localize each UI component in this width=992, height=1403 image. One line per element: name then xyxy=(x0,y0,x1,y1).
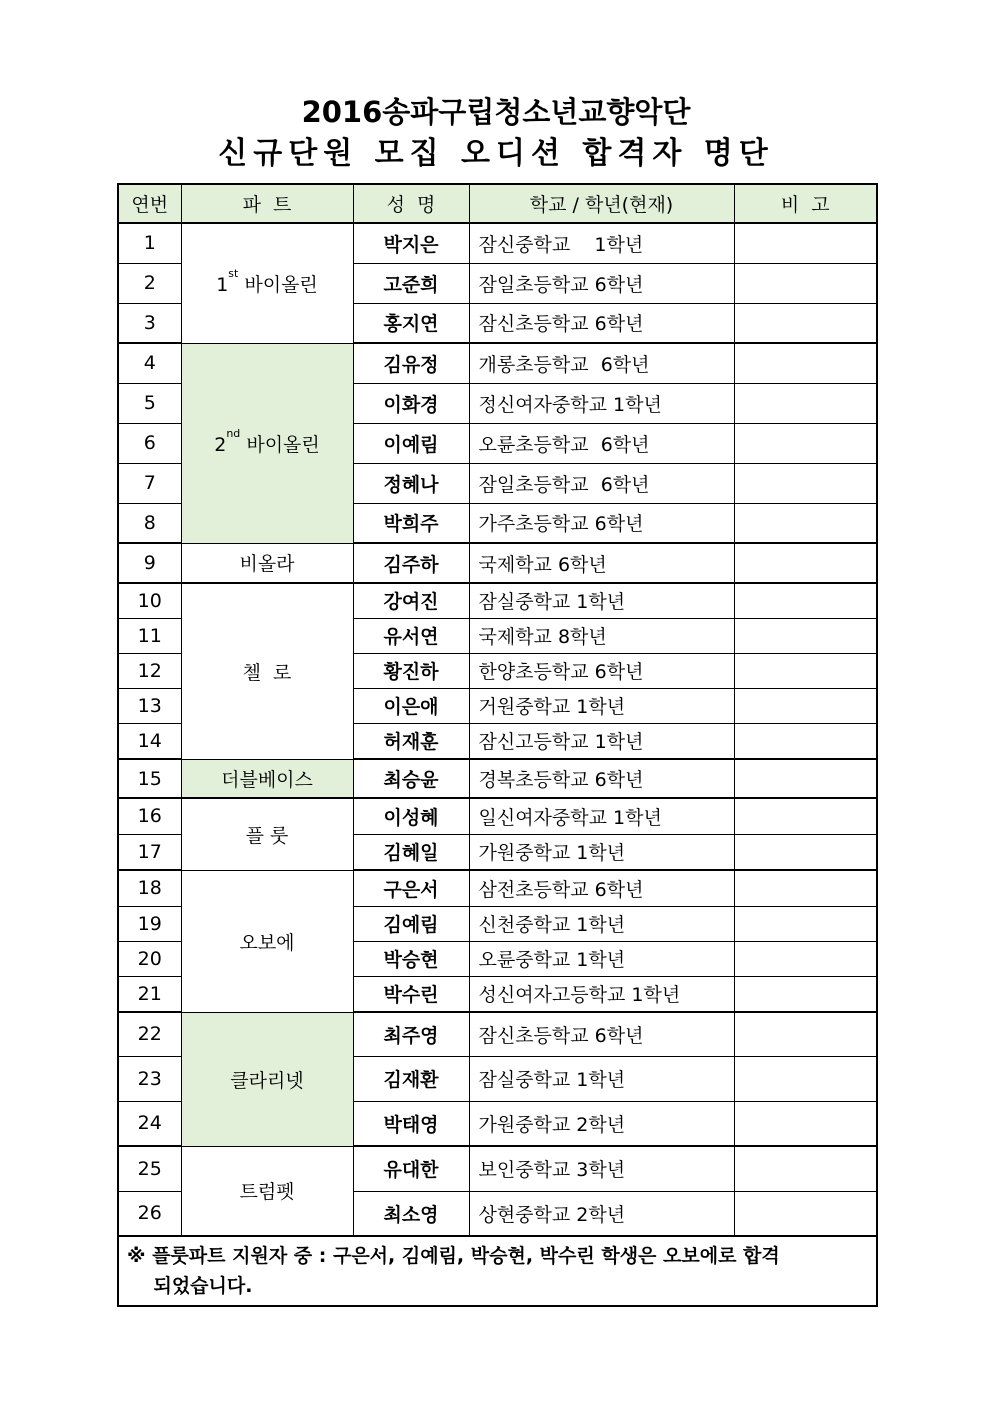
part-label: 바이올린 xyxy=(238,273,318,296)
row-number: 17 xyxy=(118,834,181,870)
student-name: 고준희 xyxy=(353,263,469,303)
school-grade: 잠실중학교 1학년 xyxy=(469,1056,734,1101)
remarks-cell xyxy=(734,1191,877,1236)
table-row xyxy=(118,343,877,383)
school-grade: 일신여자중학교 1학년 xyxy=(469,798,734,834)
remarks-cell xyxy=(734,423,877,463)
student-name: 이성혜 xyxy=(353,798,469,834)
school-grade: 신천중학교 1학년 xyxy=(469,906,734,941)
part-flute: 플 룻 xyxy=(181,798,353,870)
remarks-cell xyxy=(734,798,877,834)
part-cello: 첼 로 xyxy=(181,583,353,759)
row-number: 24 xyxy=(118,1101,181,1146)
student-name: 최소영 xyxy=(353,1191,469,1236)
school-grade: 개롱초등학교 6학년 xyxy=(469,343,734,383)
student-name: 박승현 xyxy=(353,941,469,976)
remarks-cell xyxy=(734,941,877,976)
student-name: 허재훈 xyxy=(353,723,469,759)
student-name: 김재환 xyxy=(353,1056,469,1101)
row-number: 13 xyxy=(118,688,181,723)
row-number: 6 xyxy=(118,423,181,463)
student-name: 구은서 xyxy=(353,870,469,906)
table-row xyxy=(118,583,877,618)
school-grade: 가원중학교 2학년 xyxy=(469,1101,734,1146)
table-row xyxy=(118,1146,877,1191)
row-number: 25 xyxy=(118,1146,181,1191)
student-name: 황진하 xyxy=(353,653,469,688)
part-viola: 비올라 xyxy=(181,543,353,583)
remarks-cell xyxy=(734,1012,877,1056)
school-grade: 오륜초등학교 6학년 xyxy=(469,423,734,463)
student-name: 홍지연 xyxy=(353,303,469,343)
row-number: 11 xyxy=(118,618,181,653)
row-number: 7 xyxy=(118,463,181,503)
student-name: 김유정 xyxy=(353,343,469,383)
table-row xyxy=(118,798,877,834)
school-grade: 잠일초등학교 6학년 xyxy=(469,463,734,503)
school-grade: 거원중학교 1학년 xyxy=(469,688,734,723)
school-grade: 경복초등학교 6학년 xyxy=(469,759,734,798)
student-name: 유대한 xyxy=(353,1146,469,1191)
row-number: 4 xyxy=(118,343,181,383)
school-grade: 성신여자고등학교 1학년 xyxy=(469,976,734,1012)
row-number: 26 xyxy=(118,1191,181,1236)
part-oboe: 오보에 xyxy=(181,870,353,1012)
student-name: 김혜일 xyxy=(353,834,469,870)
school-grade: 정신여자중학교 1학년 xyxy=(469,383,734,423)
remarks-cell xyxy=(734,263,877,303)
part-label-sup: st xyxy=(228,266,239,280)
remarks-cell xyxy=(734,618,877,653)
part-label: 1 xyxy=(216,273,229,296)
remarks-cell xyxy=(734,723,877,759)
student-name: 이화경 xyxy=(353,383,469,423)
row-number: 9 xyxy=(118,543,181,583)
row-number: 2 xyxy=(118,263,181,303)
row-number: 23 xyxy=(118,1056,181,1101)
school-grade: 가원중학교 1학년 xyxy=(469,834,734,870)
row-number: 12 xyxy=(118,653,181,688)
remarks-cell xyxy=(734,870,877,906)
school-grade: 국제학교 8학년 xyxy=(469,618,734,653)
school-grade: 잠신중학교 1학년 xyxy=(469,223,734,263)
student-name: 박태영 xyxy=(353,1101,469,1146)
row-number: 18 xyxy=(118,870,181,906)
student-name: 정혜나 xyxy=(353,463,469,503)
remarks-cell xyxy=(734,463,877,503)
part-trumpet: 트럼펫 xyxy=(181,1146,353,1236)
school-grade: 가주초등학교 6학년 xyxy=(469,503,734,543)
remarks-cell xyxy=(734,834,877,870)
remarks-cell xyxy=(734,653,877,688)
part-label: 2 xyxy=(214,433,227,456)
table-row xyxy=(118,870,877,906)
remarks-cell xyxy=(734,1101,877,1146)
row-number: 19 xyxy=(118,906,181,941)
remarks-cell xyxy=(734,503,877,543)
header-remarks: 비 고 xyxy=(734,184,877,223)
part-doublebass: 더블베이스 xyxy=(181,759,353,798)
header-school: 학교 / 학년(현재) xyxy=(469,184,734,223)
note-row xyxy=(118,1236,877,1306)
table-row xyxy=(118,1012,877,1056)
row-number: 21 xyxy=(118,976,181,1012)
school-grade: 잠일초등학교 6학년 xyxy=(469,263,734,303)
school-grade: 상현중학교 2학년 xyxy=(469,1191,734,1236)
remarks-cell xyxy=(734,1056,877,1101)
school-grade: 삼전초등학교 6학년 xyxy=(469,870,734,906)
header-part: 파 트 xyxy=(181,184,353,223)
school-grade: 국제학교 6학년 xyxy=(469,543,734,583)
student-name: 김주하 xyxy=(353,543,469,583)
row-number: 20 xyxy=(118,941,181,976)
remarks-cell xyxy=(734,1146,877,1191)
student-name: 유서연 xyxy=(353,618,469,653)
school-grade: 보인중학교 3학년 xyxy=(469,1146,734,1191)
row-number: 16 xyxy=(118,798,181,834)
row-number: 15 xyxy=(118,759,181,798)
row-number: 22 xyxy=(118,1012,181,1056)
row-number: 1 xyxy=(118,223,181,263)
note-text: ※ 플룻파트 지원자 중 : 구은서, 김예림, 박승현, 박수린 학생은 오보에로 합격 되었습니다. xyxy=(118,1236,877,1306)
school-grade: 잠신고등학교 1학년 xyxy=(469,723,734,759)
student-name: 박수린 xyxy=(353,976,469,1012)
part-clarinet: 클라리넷 xyxy=(181,1012,353,1146)
header-name: 성 명 xyxy=(353,184,469,223)
remarks-cell xyxy=(734,906,877,941)
remarks-cell xyxy=(734,543,877,583)
remarks-cell xyxy=(734,343,877,383)
school-grade: 잠신초등학교 6학년 xyxy=(469,1012,734,1056)
row-number: 10 xyxy=(118,583,181,618)
remarks-cell xyxy=(734,976,877,1012)
header-row xyxy=(118,184,877,223)
student-name: 이예림 xyxy=(353,423,469,463)
part-violin1 xyxy=(181,223,353,343)
part-label-sup: nd xyxy=(226,426,241,440)
row-number: 3 xyxy=(118,303,181,343)
table-row xyxy=(118,223,877,263)
table-row xyxy=(118,543,877,583)
remarks-cell xyxy=(734,223,877,263)
table-row xyxy=(118,759,877,798)
row-number: 5 xyxy=(118,383,181,423)
school-grade: 잠신초등학교 6학년 xyxy=(469,303,734,343)
remarks-cell xyxy=(734,688,877,723)
header-no: 연번 xyxy=(118,184,181,223)
student-name: 최승윤 xyxy=(353,759,469,798)
student-name: 강여진 xyxy=(353,583,469,618)
row-number: 8 xyxy=(118,503,181,543)
page-title-line1: 2016송파구립청소년교향악단 xyxy=(301,95,691,129)
part-violin2 xyxy=(181,343,353,543)
remarks-cell xyxy=(734,583,877,618)
student-name: 이은애 xyxy=(353,688,469,723)
remarks-cell xyxy=(734,759,877,798)
student-name: 최주영 xyxy=(353,1012,469,1056)
school-grade: 잠실중학교 1학년 xyxy=(469,583,734,618)
page-title-line2: 신규단원 모집 오디션 합격자 명단 xyxy=(218,136,774,171)
school-grade: 오륜중학교 1학년 xyxy=(469,941,734,976)
student-name: 박지은 xyxy=(353,223,469,263)
part-label: 바이올린 xyxy=(240,433,320,456)
student-name: 박희주 xyxy=(353,503,469,543)
remarks-cell xyxy=(734,303,877,343)
remarks-cell xyxy=(734,383,877,423)
results-table xyxy=(117,183,878,1307)
student-name: 김예림 xyxy=(353,906,469,941)
school-grade: 한양초등학교 6학년 xyxy=(469,653,734,688)
row-number: 14 xyxy=(118,723,181,759)
